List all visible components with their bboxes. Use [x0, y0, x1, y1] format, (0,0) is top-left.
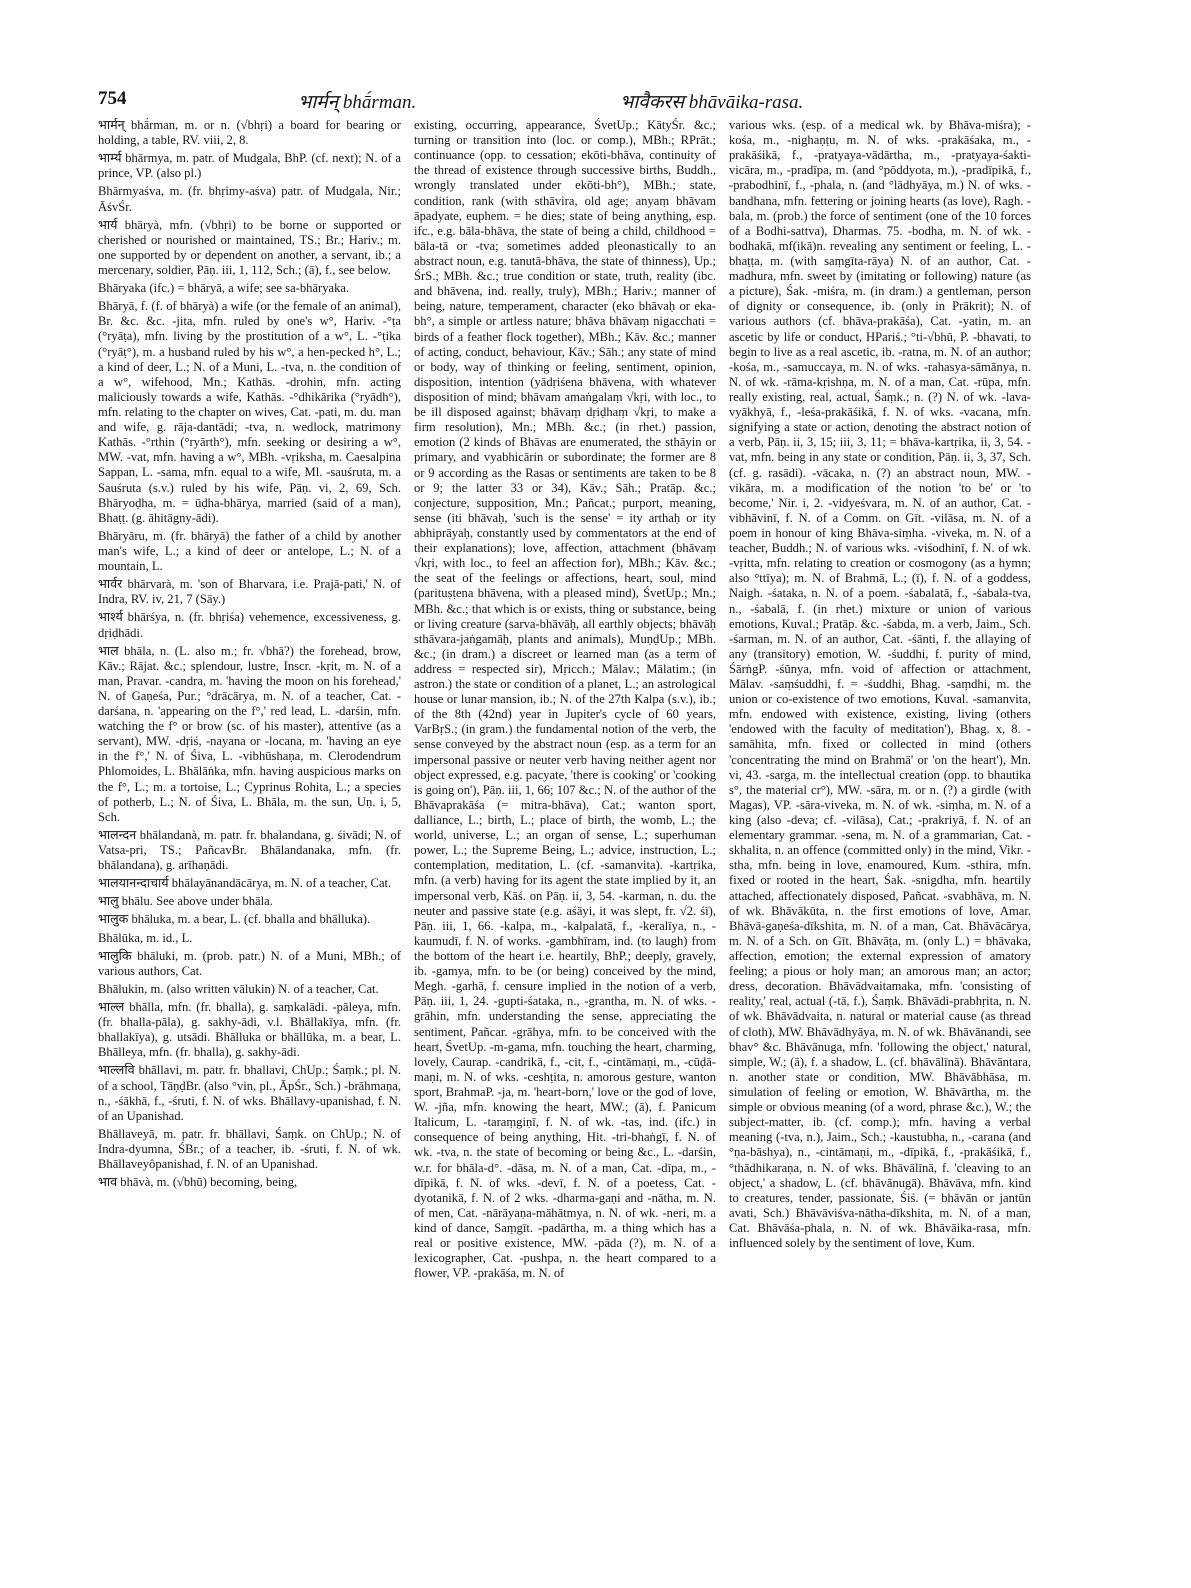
column-left — [98, 118, 401, 1568]
column-right — [729, 118, 1031, 1568]
entry: भाल्लवि bhāllavi, m. patr. fr. bhallavi, ChUp.; Śaṃk.; pl. N. of a school, TāṇḍBr. (also °vin, pl., ĀpŚr., Sch.) -brāhmaṇa, n., -śākhā, f., -śruti, f. N. of wks. Bhāllavy-upanishad, f. N. of an Upanishad. — [98, 1063, 401, 1123]
entry: भाल bhāla, n. (L. also m.; fr. √bhā?) the forehead, brow, Kāv.; Rājat. &c.; splendour, lustre, Inscr. -kṛit, m. N. of a man, Pravar. -candra, m. 'having the moon on his forehead,' N. of Gaṇeśa, Pur.; °drācārya, m. N. of a teacher, Cat. -darśana, n. 'appearing on the f°,' red lead, L. -darśin, mfn. watching the f° or brow (sc. of his master), attentive (as a servant), MW. -dṛiś, -nayana or -locana, m. 'having an eye in the f°,' N. of Śiva, L. -vibhūshaṇa, m. Clerodendrum Phlomoides, L. Bhālāṅka, mfn. having auspicious marks on the f°, L.; m. a tortoise, L.; Cyprinus Rohita, L.; a species of potherb, L.; N. of Śiva, L. Bhāla, m. the sun, Uṇ. i, 5, Sch. — [98, 643, 401, 824]
entry: भाल्ल bhālla, mfn. (fr. bhalla), g. saṃkalādi. -pāleya, mfn. (fr. bhalla-pāla), g. sakhy-ādi, v.l. Bhāllakīya, mfn. (fr. bhallakīya), g. utsādi. Bhālluka or bhāllūka, m. a bear, L. Bhālleya, mfn. (fr. bhalla), g. sakhy-ādi. — [98, 1000, 401, 1060]
entry: Bhāllaveyā, m. patr. fr. bhāllavi, Śaṃk. on ChUp.; N. of Indra-dyumna, ŚBr.; of a teacher, ib. -śruti, f. N. of wk. Bhāllaveyôpanishad, f. N. of an Upanishad. — [98, 1126, 401, 1172]
entry: भार्म्य bhārmya, m. patr. of Mudgala, BhP. (cf. next); N. of a prince, VP. (also pl.) — [98, 151, 401, 181]
entry: भार्वर bhārvarà, m. 'son of Bharvara, i.e. Prajā-pati,' N. of Indra, RV. iv, 21, 7 (Sāy.) — [98, 577, 401, 607]
entry: भाव bhāvà, m. (√bhū) becoming, being, — [98, 1175, 298, 1190]
entry: भालुक bhāluka, m. a bear, L. (cf. bhalla and bhālluka). — [98, 912, 371, 927]
entry: भार्श्य bhārśya, n. (fr. bhṛiśa) vehemence, excessiveness, g. dṛiḍhādi. — [98, 610, 401, 640]
entry: various wks. (esp. of a medical wk. by Bhāva-miśra); -kośa, m., -nighaṇṭu, m. N. of wks. -prakāśaka, m., -prakāśikā, f., -pratyaya-vādārtha, m., -pratyaya-śakti-vicāra, m., -pradīpa, m. (and °pōddyota, m.), -pradīpikā, f., -prabodhinī, f., -phala, n. (and °lādhyāya, m.) N. of wks. -bandhana, mfn. fettering or joining hearts (as love), Ragh. -bala, m. (prob.) the force of sentiment (one of the 10 forces of a Bodhi-sattva), Dharmas. 75. -bodha, m. N. of wk. -bodhakā, mf(ikā)n. revealing any sentiment or feeling, L. -bhaṭṭa, m. (with saṃgīta-rāya) N. of an author, Cat. -madhura, mfn. sweet by (imitating or following) nature (as a picture), Śak. -miśra, m. (in dram.) a gentleman, person of dignity or consequence, ib. (only in Prākrit); N. of various authors (cf. bhāva-prakāśa), Cat. -yatin, m. an ascetic by life or conduct, HPariś.; °ti-√bhū, P. -bhavati, to begin to live as a real ascetic, ib. -ratna, m. N. of an author; -kośa, m., -samuccaya, m. N. of wks. -rahasya-sāmānya, n. N. of wk. -rāma-kṛishṇa, m. N. of a man, Cat. -rūpa, mfn. really existing, real, actual, Śaṃk.; n. (?) N. of wk. -lava-vyākhyā, f., -leśa-prakāśikā, f. N. of wks. -vacana, mfn. signifying a state or action, denoting the abstract notion of a verb, Pāṇ. ii, 3, 15; iii, 3, 11; = bhāva-kartṛika, ii, 3, 54. -vat, mfn. being in any state or condition, Pāṇ. ii, 3, 37, Sch. (cf. g. rasādi). -vācaka, n. (?) an abstract noun, MW. -vikāra, m. a modification of the notion 'to be' or 'to become,' Nir. i, 2. -vidyeśvara, m. N. of an author, Cat. -vibhāvinī, f. N. of a Comm. on Gīt. -vilāsa, m. N. of a poem in honour of king Bhāva-siṃha. -viveka, m. N. of a teacher, Buddh.; N. of various wks. -viśodhinī, f. N. of wk. -vṛitta, mfn. relating to creation or cosmogony (as a hymn; also °ttīya); m. N. of Brahmā, L.; (ī), f. N. of a goddess, Naigh. -śataka, n. N. of a poem. -śabalatā, f., -śabala-tva, n., -śabalā, f. (in rhet.) mixture or union of various emotions, Kuval.; Pratāp. &c. -śabda, m. a verb, Jaim., Sch. -śarman, m. N. of an author, Cat. -śānti, f. the allaying of any (transitory) emotion, W. -śuddhi, f. purity of mind, ŚārṅgP. -śūnya, mfn. void of affection or attachment, Mālav. -saṃśuddhi, f. = -śuddhi, Bhag. -saṃdhi, m. the union or co-existence of two emotions, Kuval. -samanvita, mfn. endowed with existence, existing, living (others 'endowed with the faculty of meditation'), Bhag. x, 8. -samāhita, mfn. fixed or collected in mind (others 'concentrating the mind on Brahmā' or 'on the heart'), Mn. vi, 43. -sarga, m. the intellectual creation (opp. to bhautika s°, the material cr°), MW. -sāra, m. or n. (?) a girdle (with Magas), VP. -sāra-viveka, m. N. of wk. -siṃha, m. N. of a king (also -deva; cf. -vilāsa), Cat.; -prakriyā, f. N. of an elementary grammar. -sena, m. N. of a grammarian, Cat. -skhalita, n. an offence (committed only) in the mind, Vikr. -stha, mfn. being in love, enamoured, Kum. -sthira, mfn. fixed or rooted in the heart, Śak. -snigdha, mfn. heartily attached, affectionately disposed, Pañcat. -svabhāva, m. N. of wk. Bhāvākūta, n. the first emotions of love, Amar. Bhāvā-gaṇeśa-dīkshita, m. N. of a man, Cat. Bhāvācārya, m. N. of a Sch. on Gīt. Bhāvāṭa, m. (only L.) = bhāvaka, affection, emotion; the external expression of amatory feeling; a pious or holy man; an amorous man; an actor; dress, decoration. Bhāvādvaitamaka, mfn. 'consisting of reality,' real, actual (-tā, f.), Śaṃk. Bhāvādi-prabhṛita, n. N. of wk. Bhāvādvaita, n. natural or material cause (as thread of cloth), MW. Bhāvādhyāya, m. N. of wk. Bhāvānandi, see bhav° &c. Bhāvānuga, mfn. 'following the object,' natural, simple, W.; (ā), f. a shadow, L. (cf. bhāvālīnā). Bhāvāntara, n. another state or condition, MW. Bhāvābhāsa, m. simulation of feeling or emotion, W. Bhāvārtha, m. the simple or obvious meaning (of a word, phrase &c.), W.; the subject-matter, ib. (cf. comp.); mfn. having a verbal meaning (-tva, n.), Jaim., Sch.; -kaustubha, n., -carana (and °ṇa-bāshya), n., -cintāmaṇi, m., -dīpikā, f., -prakāśikā, f., °thādhikaraṇa, n. N. of wks. Bhāvālīnā, f. 'cleaving to an object,' a shadow, L. (cf. bhāvānugā). Bhāvāva, mfn. kind to creatures, tender, passionate, Śiś. (= bhāvān or jantūn avati, Sch.) Bhāvāviśva-nātha-dīkshita, m. N. of a man, Cat. Bhāvāśa-phala, n. N. of wk. Bhāvāika-rasa, mfn. influenced solely by the sentiment of love, Kum. — [729, 118, 1031, 1251]
page-number: 754 — [98, 88, 127, 109]
right-running-head: भावैकरस bhāvāika-rasa. — [620, 92, 804, 113]
entry: भार्मन् bhā́rman, m. or n. (√bhṛi) a board for bearing or holding, a table, RV. viii, 2, 8. — [98, 118, 401, 148]
entry: भालुकि bhāluki, m. (prob. patr.) N. of a Muni, MBh.; of various authors, Cat. — [98, 948, 401, 978]
entry: Bhālukin, m. (also written vālukin) N. of a teacher, Cat. — [98, 981, 379, 996]
page-header — [98, 88, 1058, 114]
entry: existing, occurring, appearance, ŚvetUp.; KātyŚr. &c.; turning or transition into (loc. or comp.), MBh.; RPrāt.; continuance (opp. to cessation; ekōti-bhāva, continuity of the thread of existence through successive births, Buddh., wrongly translated under ekōti-bh°), MBh.; state, condition, rank (with sthāvira, old age; anyaṃ bhāvam āpadyate, euphem. = he dies; state of being anything, esp. ifc., e.g. bāla-bhāva, the state of being a child, childhood = bāla-tā or -tva; sometimes added pleonastically to an abstract noun, e.g. tanutā-bhāva, the state of thinness), Up.; ŚrS.; MBh. &c.; true condition or state, truth, reality (ibc. and bhāvena, ind. really, truly), MBh.; Hariv.; manner of being, nature, temperament, character (eko bhāvaḥ or eka-bh°, a simple or artless nature; bhāva bhāvaṃ nigacchati = birds of a feather flock together), MBh.; Kāv. &c.; manner of acting, conduct, behaviour, Kāv.; Sāh.; any state of mind or body, way of thinking or feeling, sentiment, opinion, disposition, intention (yādṛiśena bhāvena, with whatever disposition of mind; bhāvam amaṅgalaṃ √kṛi, with loc., to be ill disposed against; bhāvaṃ dṛiḍhaṃ √kṛi, to make a firm resolution), Mn.; MBh. &c.; (in rhet.) passion, emotion (2 kinds of Bhāvas are enumerated, the sthāyin or primary, and vyabhicārin or subordinate; the former are 8 or 9 according as the Rasas or sentiments are taken to be 8 or 9; the latter 33 or 34), Kāv.; Sāh.; Pratāp. &c.; conjecture, supposition, Mn.; Pañcat.; purport, meaning, sense (iti bhāvaḥ, 'such is the sense' = ity arthaḥ or ity abhiprāyaḥ, constantly used by commentators at the end of their explanations); love, affection, attachment (bhāvaṃ √kṛi, with loc., to feel an affection for), MBh.; Kāv. &c.; the seat of the feelings or affections, heart, soul, mind (parituṣṭena bhāvena, with a pleased mind), ŚvetUp.; Mn.; MBh. &c.; that which is or exists, thing or substance, being or living creature (sarva-bhāvāḥ, all earthly objects; bhāvāḥ sthāvara-jaṅgamāḥ, plants and animals), MuṇḍUp.; MBh. &c.; (in dram.) a discreet or learned man (as a term of address = respected sir), Mṛicch.; Mālav.; Mālatim.; (in astron.) the state or condition of a planet, L.; an astrological house or lunar mansion, ib.; N. of the 27th Kalpa (s.v.), ib.; of the 8th (42nd) year in Jupiter's cycle of 60 years, VarBṛS.; (in gram.) the fundamental notion of the verb, the sense conveyed by the abstract noun (esp. as a term for an impersonal passive or neuter verb having neither agent nor object expressed, e.g. pacyate, 'there is cooking' or 'cooking is going on'), Pāṇ. iii, 1, 66; 107 &c.; N. of the author of the Bhāvaprakāśa (= mitra-bhāva), Cat.; wanton sport, dalliance, L.; birth, L.; place of birth, the womb, L.; the world, universe, L.; an organ of sense, L.; superhuman power, L.; the Supreme Being, L.; advice, instruction, L.; contemplation, meditation, L. (cf. -samanvita). -kartṛika, mfn. (a verb) having for its agent the state implied by it, an impersonal verb, Kāś. on Pāṇ. ii, 3, 54. -karman, n. du. the neuter and passive state (e.g. aśāyi, it was slept, fr. √2. śī), Pāṇ. iii, 1, 66. -kalpa, m., -kalpalatā, f., -keralīya, n., -kaumudī, f. N. of works. -gambhīram, ind. (to laugh) from the bottom of the heart i.e. heartily, BhP.; deeply, gravely, ib. -gamya, mfn. to be (or being) conceived by the mind, Megh. -garhā, f. censure implied in the notion of a verb, Pāṇ. iii, 1, 24. -gupti-śataka, n., -grantha, m. N. of wks. -grāhin, mfn. understanding the sense, appreciating the sentiment, Pañcar. -grāhya, mfn. to be conceived with the heart, ŚvetUp. -m-gama, mfn. touching the heart, charming, lovely, Caurap. -candrikā, f., -cit, f., -cintāmaṇi, m., -cūḍā-maṇi, m. N. of wks. -ceshṭita, n. amorous gesture, wanton sport, BrahmaP. -ja, m. 'heart-born,' love or the god of love, W. -jña, mfn. knowing the heart, MW.; (ā), f. Panicum Italicum, L. -taraṃgiṇī, f. N. of wk. -tas, ind. (ifc.) in consequence of being anything, Hit. -tri-bhaṅgī, f. N. of wk. -tva, n. the state of becoming or being &c., L. -darśin, w.r. for bhāla-d°. -dāsa, m. N. of a man, Cat. -dīpa, m., -dīpikā, f. N. of wks. -devī, f. N. of a poetess, Cat. -dyotanikā, f. N. of 2 wks. -dharma-gaṇi and -nātha, m. N. of men, Cat. -nārāyaṇa-māhātmya, n. N. of wk. -neri, m. a kind of dance, Saṃgīt. -padārtha, m. a thing which has a real or positive existence, MW. -pāda (?), m. N. of a lexicographer, Cat. -pushpa, n. the heart compared to a flower, VP. -prakāśa, m. N. of — [414, 118, 716, 1281]
entry: Bhārmyaśva, m. (fr. bhṛimy-aśva) patr. of Mudgala, Nir.; ĀśvŚr. — [98, 184, 401, 214]
entry: भालयानन्दाचार्य bhālayānandācārya, m. N. of a teacher, Cat. — [98, 876, 392, 891]
entry: Bhāryaka (ifc.) = bhāryā, a wife; see sa-bhāryaka. — [98, 281, 350, 296]
entry: Bhāryā, f. (f. of bhāryà) a wife (or the female of an animal), Br. &c. &c. -jita, mfn. ruled by one's w°, Hariv. -°ṭa (°ryāṭa), mfn. living by the prostitution of a w°, L. -°ṭika (°ryāṭ°), m. a husband ruled by his w°, a hen-pecked h°, L.; a kind of deer, L.; N. of a Muni, L. -tva, n. the condition of a w°, wifehood, Mn.; Kathās. -drohin, mfn. acting maliciously towards a wife, Kathās. -°dhikārika (°ryādh°), mfn. relating to the chapter on wives, Cat. -pati, m. du. man and wife, g. rāja-dantādi; -tva, n. wedlock, matrimony Kathās. -°rthin (°ryārth°), mfn. seeking or desiring a w°, MW. -vat, mfn. having a w°, MBh. -vṛiksha, m. Caesalpina Sappan, L. -sama, mfn. equal to a wife, Ml. -sauśruta, m. a Sauśruta (s.v.) ruled by his wife, Pāṇ. vi, 2, 69, Sch. Bhāryoḍha, m. = ūḍha-bhārya, married (said of a man), Bhaṭṭ. (g. āhitāgny-ādi). — [98, 299, 401, 525]
entry: भार्य bhāryà, mfn. (√bhṛi) to be borne or supported or cherished or nourished or maintained, TS.; Br.; Hariv.; m. one supported by or dependent on another, a servant, ib.; a mercenary, soldier, Pāṇ. iii, 1, 112, Sch.; (ā), f., see below. — [98, 217, 401, 277]
entry: Bhālūka, m. id., L. — [98, 930, 193, 945]
left-running-head: भार्मन् bhā́rman. — [298, 92, 417, 113]
entry: Bhāryāru, m. (fr. bhāryā) the father of a child by another man's wife, L.; a kind of deer or antelope, L.; N. of a mountain, L. — [98, 528, 401, 574]
entry: भालु bhālu. See above under bhāla. — [98, 894, 273, 909]
column-middle — [414, 118, 716, 1568]
entry: भालन्दन bhālandanà, m. patr. fr. bhalandana, g. śivādi; N. of Vatsa-pri, TS.; PañcavBr. Bhālandanaka, mfn. (fr. bhālandana), g. arīhaṇādi. — [98, 827, 401, 873]
